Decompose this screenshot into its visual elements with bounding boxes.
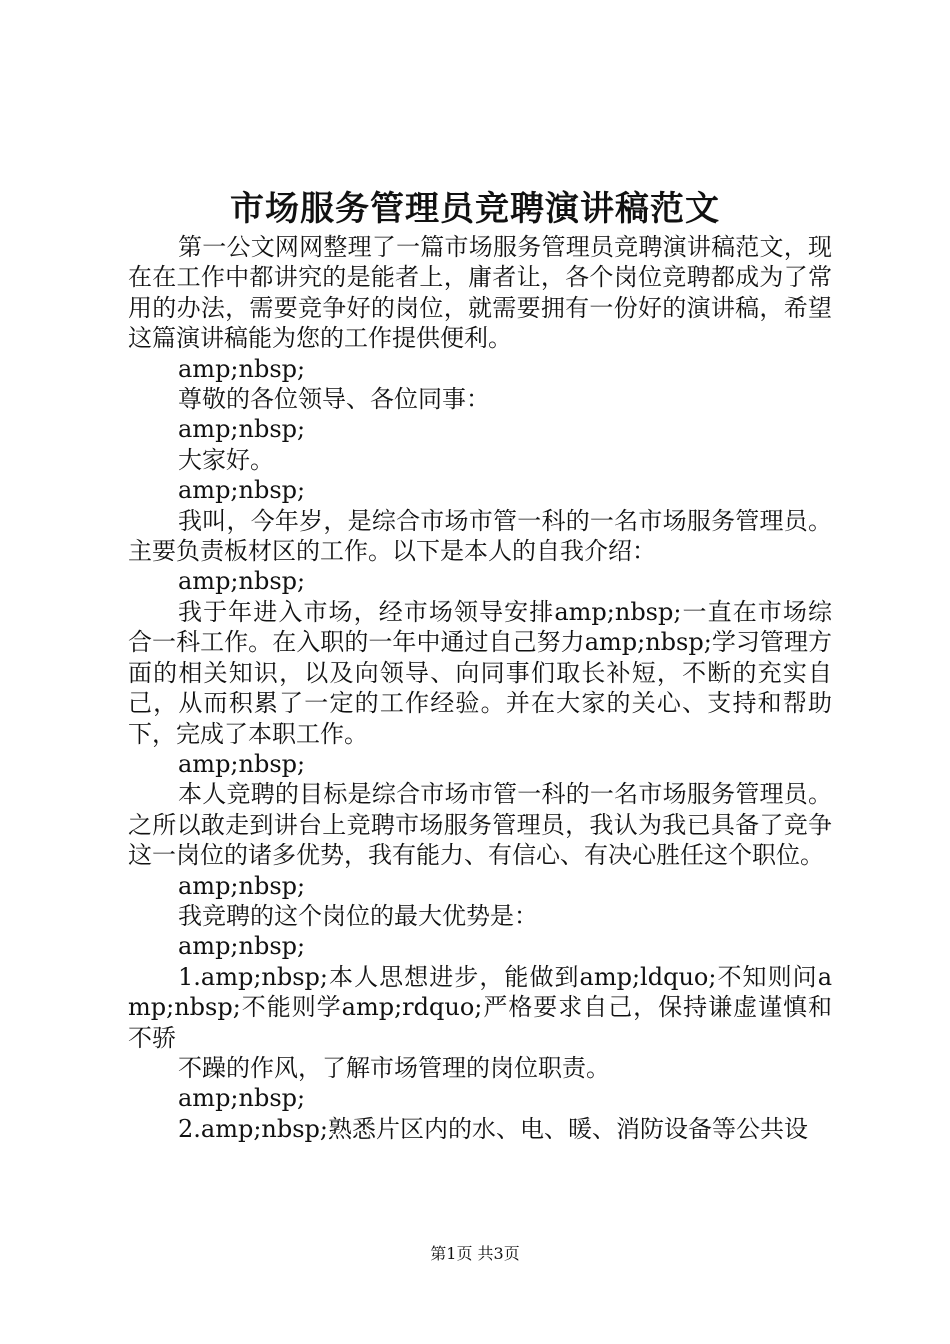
paragraph: 我于年进入市场，经市场领导安排amp;nbsp;一直在市场综合一科工作。在入职的一年中通过自己努力amp;nbsp;学习管理方面的相关知识，以及向领导、向同事们取长补短，不断的充实自己，从而积累了一定的工作经验。并在大家的关心、支持和帮助下，完成了本职工作。 [128, 597, 832, 748]
paragraph: 2.amp;nbsp;熟悉片区内的水、电、暖、消防设备等公共设 [178, 1114, 808, 1143]
paragraph: 第一公文网网整理了一篇市场服务管理员竞聘演讲稿范文，现在在工作中都讲究的是能者上，庸者让，各个岗位竞聘都成为了常用的办法，需要竞争好的岗位，就需要拥有一份好的演讲稿，希望这篇演讲稿能为您的工作提供便利。 [128, 233, 832, 353]
paragraph: amp;nbsp; [178, 871, 306, 900]
paragraph: amp;nbsp; [178, 932, 306, 961]
document-body [128, 232, 832, 1144]
paragraph: 1.amp;nbsp;本人思想进步，能做到amp;ldquo;不知则问amp;nbsp;不能则学amp;rdquo;严格要求自己，保持谦虚谨慎和不骄 [128, 962, 832, 1052]
page-footer: 第1页 共3页 [430, 1244, 520, 1263]
paragraph: 不躁的作风，了解市场管理的岗位职责。 [178, 1053, 610, 1082]
paragraph: 大家好。 [178, 445, 274, 474]
paragraph: 尊敬的各位领导、各位同事： [178, 385, 490, 414]
paragraph: 本人竞聘的目标是综合市场市管一科的一名市场服务管理员。之所以敢走到讲台上竞聘市场服务管理员，我认为我已具备了竞争这一岗位的诸多优势，我有能力、有信心、有决心胜任这个职位。 [128, 780, 832, 870]
paragraph: amp;nbsp; [178, 354, 306, 383]
paragraph: amp;nbsp; [178, 476, 306, 505]
paragraph: amp;nbsp; [178, 749, 306, 778]
paragraph: amp;nbsp; [178, 415, 306, 444]
paragraph: 我叫，今年岁，是综合市场市管一科的一名市场服务管理员。主要负责板材区的工作。以下是本人的自我介绍： [128, 506, 832, 566]
paragraph: amp;nbsp; [178, 1084, 306, 1113]
document-title: 市场服务管理员竞聘演讲稿范文 [230, 189, 720, 229]
paragraph: 我竞聘的这个岗位的最大优势是： [178, 901, 538, 930]
paragraph: amp;nbsp; [178, 567, 306, 596]
